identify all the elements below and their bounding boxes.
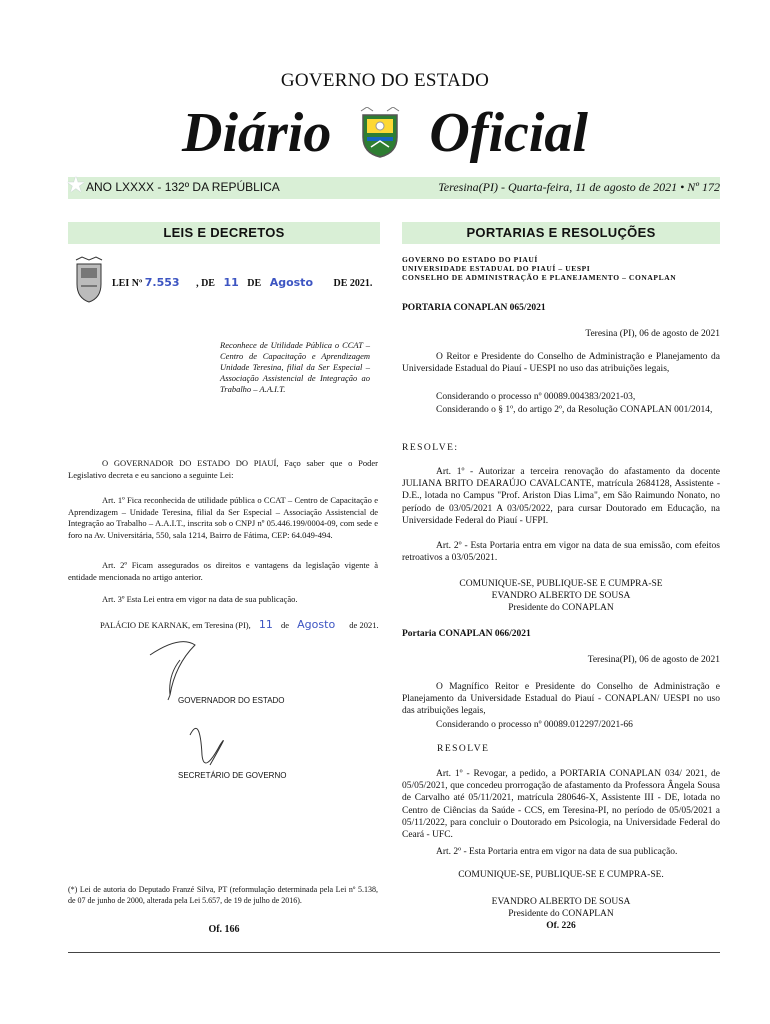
portaria-066-title: Portaria CONAPLAN 066/2021 (402, 629, 531, 639)
portaria-066-resolve: RESOLVE (437, 744, 490, 754)
portaria-066-comunique: COMUNIQUE-SE, PUBLIQUE-SE E CUMPRA-SE. (458, 870, 664, 880)
portaria-065-role: Presidente do CONAPLAN (508, 603, 614, 613)
edition-date: Teresina(PI) - Quarta-feira, 11 de agosto de 2021 • Nº 172 (438, 180, 720, 194)
edition-year: ANO LXXXX - 132º DA REPÚBLICA (86, 180, 280, 194)
portaria-066-date: Teresina(PI), 06 de agosto de 2021 (587, 655, 720, 665)
lei-de-1: , DE (196, 278, 215, 289)
portaria-065-p3: Considerando o § 1º, do artigo 2º, da Resolução CONAPLAN 001/2014, (436, 405, 713, 415)
portaria-065-art1: Art. 1º - Autorizar a terceira renovação do afastamento da docente JULIANA BRITO DEARAÚJO CAVALCANTE, matrícula 2684128, Assistente - D.E., lotada no Campus "Prof. Ariston Dias Lima", em São Raimundo Nonato, no período de 03/05/2021 A 03/05/2022, para cursar Doutorado em Educação, na Universidade Federal do Piauí - UFPI. (402, 467, 720, 526)
lei-de-2: DE (247, 278, 262, 289)
org-line-3: CONSELHO DE ADMINISTRAÇÃO E PLANEJAMENTO – CONAPLAN (402, 273, 677, 282)
lei-month: Agosto (269, 276, 313, 289)
masthead-top-line: GOVERNO DO ESTADO (280, 70, 490, 91)
portaria-065-art2: Art. 2º - Esta Portaria entra em vigor na data de sua emissão, com efeitos retroativos a 03/05/2021. (402, 541, 720, 564)
portaria-065-date: Teresina (PI), 06 de agosto de 2021 (585, 329, 720, 339)
state-coat-of-arms-icon (359, 107, 401, 159)
palacio-de: de (281, 620, 290, 630)
portaria-066-closing (402, 896, 720, 932)
palacio-text: PALÁCIO DE KARNAK, em Teresina (PI), (100, 620, 251, 630)
title-left: Diário (182, 102, 332, 165)
portaria-066-art1: Art. 1º - Revogar, a pedido, a PORTARIA CONAPLAN 034/ 2021, de 05/05/2021, que concedeu prorrogação de afastamento da Professora Ângela Sousa de Carvalho até 05/11/2021, matrícula 280646-X, Assistente III - DE, lotada no Centro de Ciências da Saúde - CCS, em Teresina-PI, no período de 05/05/2021 a 05/11/2022, para concluir o Doutorado em Psicologia, na Universidade Federal do Ceará - UFC. (402, 769, 720, 841)
section-leis-decretos: LEIS E DECRETOS (68, 222, 380, 244)
portaria-066-p2: Considerando o processo nº 00089.012297/2021-66 (436, 720, 633, 730)
portaria-066-signer: EVANDRO ALBERTO DE SOUSA (491, 897, 631, 907)
lei-header (112, 276, 372, 289)
lei-ementa: Reconhece de Utilidade Pública o CCAT – Centro de Capacitação e Aprendizagem Unidade Teresina, filial da Ser Especial – Associação Assistencial de Integração ao Trabalho – A.A.I.T. (220, 340, 370, 394)
signature-secretario: SECRETÁRIO DE GOVERNO (178, 771, 287, 780)
lei-paragraph-1: O GOVERNADOR DO ESTADO DO PIAUÍ, Faço saber que o Poder Legislativo decreta e eu sanciono a seguinte Lei: (68, 458, 378, 480)
lei-prefix: LEI Nº (112, 278, 143, 289)
lei-year: DE 2021. (333, 278, 373, 289)
right-of-number: Of. 226 (546, 921, 576, 931)
piaui-emblem-icon (74, 256, 104, 304)
palacio-day: 11 (258, 618, 273, 631)
portaria-066-p1: O Magnífico Reitor e Presidente do Conselho de Administração e Planejamento da Universidade Estadual do Piauí - CONAPLAN/ UESPI no uso das atribuições legais, (402, 682, 720, 717)
portaria-065-resolve: RESOLVE: (402, 443, 459, 453)
bottom-rule (68, 952, 720, 953)
left-of-number: Of. 166 (208, 924, 240, 935)
signature-governador: GOVERNADOR DO ESTADO (178, 696, 285, 705)
org-line-1: GOVERNO DO ESTADO DO PIAUÍ (402, 255, 538, 264)
portaria-065-p2: Considerando o processo nº 00089.004383/2021-03, (436, 392, 636, 402)
section-portarias: PORTARIAS E RESOLUÇÕES (402, 222, 720, 244)
lei-day: 11 (223, 276, 239, 289)
palacio-month: Agosto (297, 618, 336, 631)
org-line-2: UNIVERSIDADE ESTADUAL DO PIAUÍ – UESPI (402, 264, 591, 273)
palacio-line (100, 618, 380, 631)
lei-paragraph-2: Art. 1º Fica reconhecida de utilidade pública o CCAT – Centro de Capacitação e Aprendizagem – Unidade Teresina, filial da Ser Especial – Associação Assistencial de Integração ao Trabalho – A.A.I.T., inscrita sob o CNPJ nº 05.446.199/0004-09, com sede e foro na Av. Universitária, 550, sala 1214, Bairro de Fátima, CEP: 64.049-494. (68, 495, 378, 540)
portaria-065-closing (402, 578, 720, 614)
palacio-year: de 2021. (349, 620, 379, 630)
portaria-065-title: PORTARIA CONAPLAN 065/2021 (402, 303, 546, 313)
lei-paragraph-3: Art. 2º Ficam assegurados os direitos e vantagens da legislação vigente à entidade mencionada no artigo anterior. (68, 560, 378, 582)
star-icon: ★ (66, 172, 86, 197)
portaria-066-role: Presidente do CONAPLAN (508, 909, 614, 919)
lei-number: 7.553 (144, 276, 180, 289)
portaria-065-p1: O Reitor e Presidente do Conselho de Administração e Planejamento da Universidade Estadual do Piauí - UESPI no uso das atribuições legais, (402, 352, 720, 375)
portaria-066-art2: Art. 2º - Esta Portaria entra em vigor na data de sua publicação. (436, 847, 678, 857)
portaria-065-comunique: COMUNIQUE-SE, PUBLIQUE-SE E CUMPRA-SE (459, 579, 663, 589)
handwritten-signature (140, 635, 260, 815)
org-block (402, 255, 720, 282)
masthead-title (0, 96, 770, 165)
portaria-065-signer: EVANDRO ALBERTO DE SOUSA (491, 591, 631, 601)
title-right: Oficial (429, 102, 588, 165)
lei-paragraph-4: Art. 3º Esta Lei entra em vigor na data de sua publicação. (102, 594, 298, 604)
lei-footnote: (*) Lei de autoria do Deputado Franzé Silva, PT (reformulação determinada pela Lei nº 5.138, de 07 de junho de 2000, alterada pela Lei 5.657, de 19 de julho de 2016). (68, 885, 378, 905)
